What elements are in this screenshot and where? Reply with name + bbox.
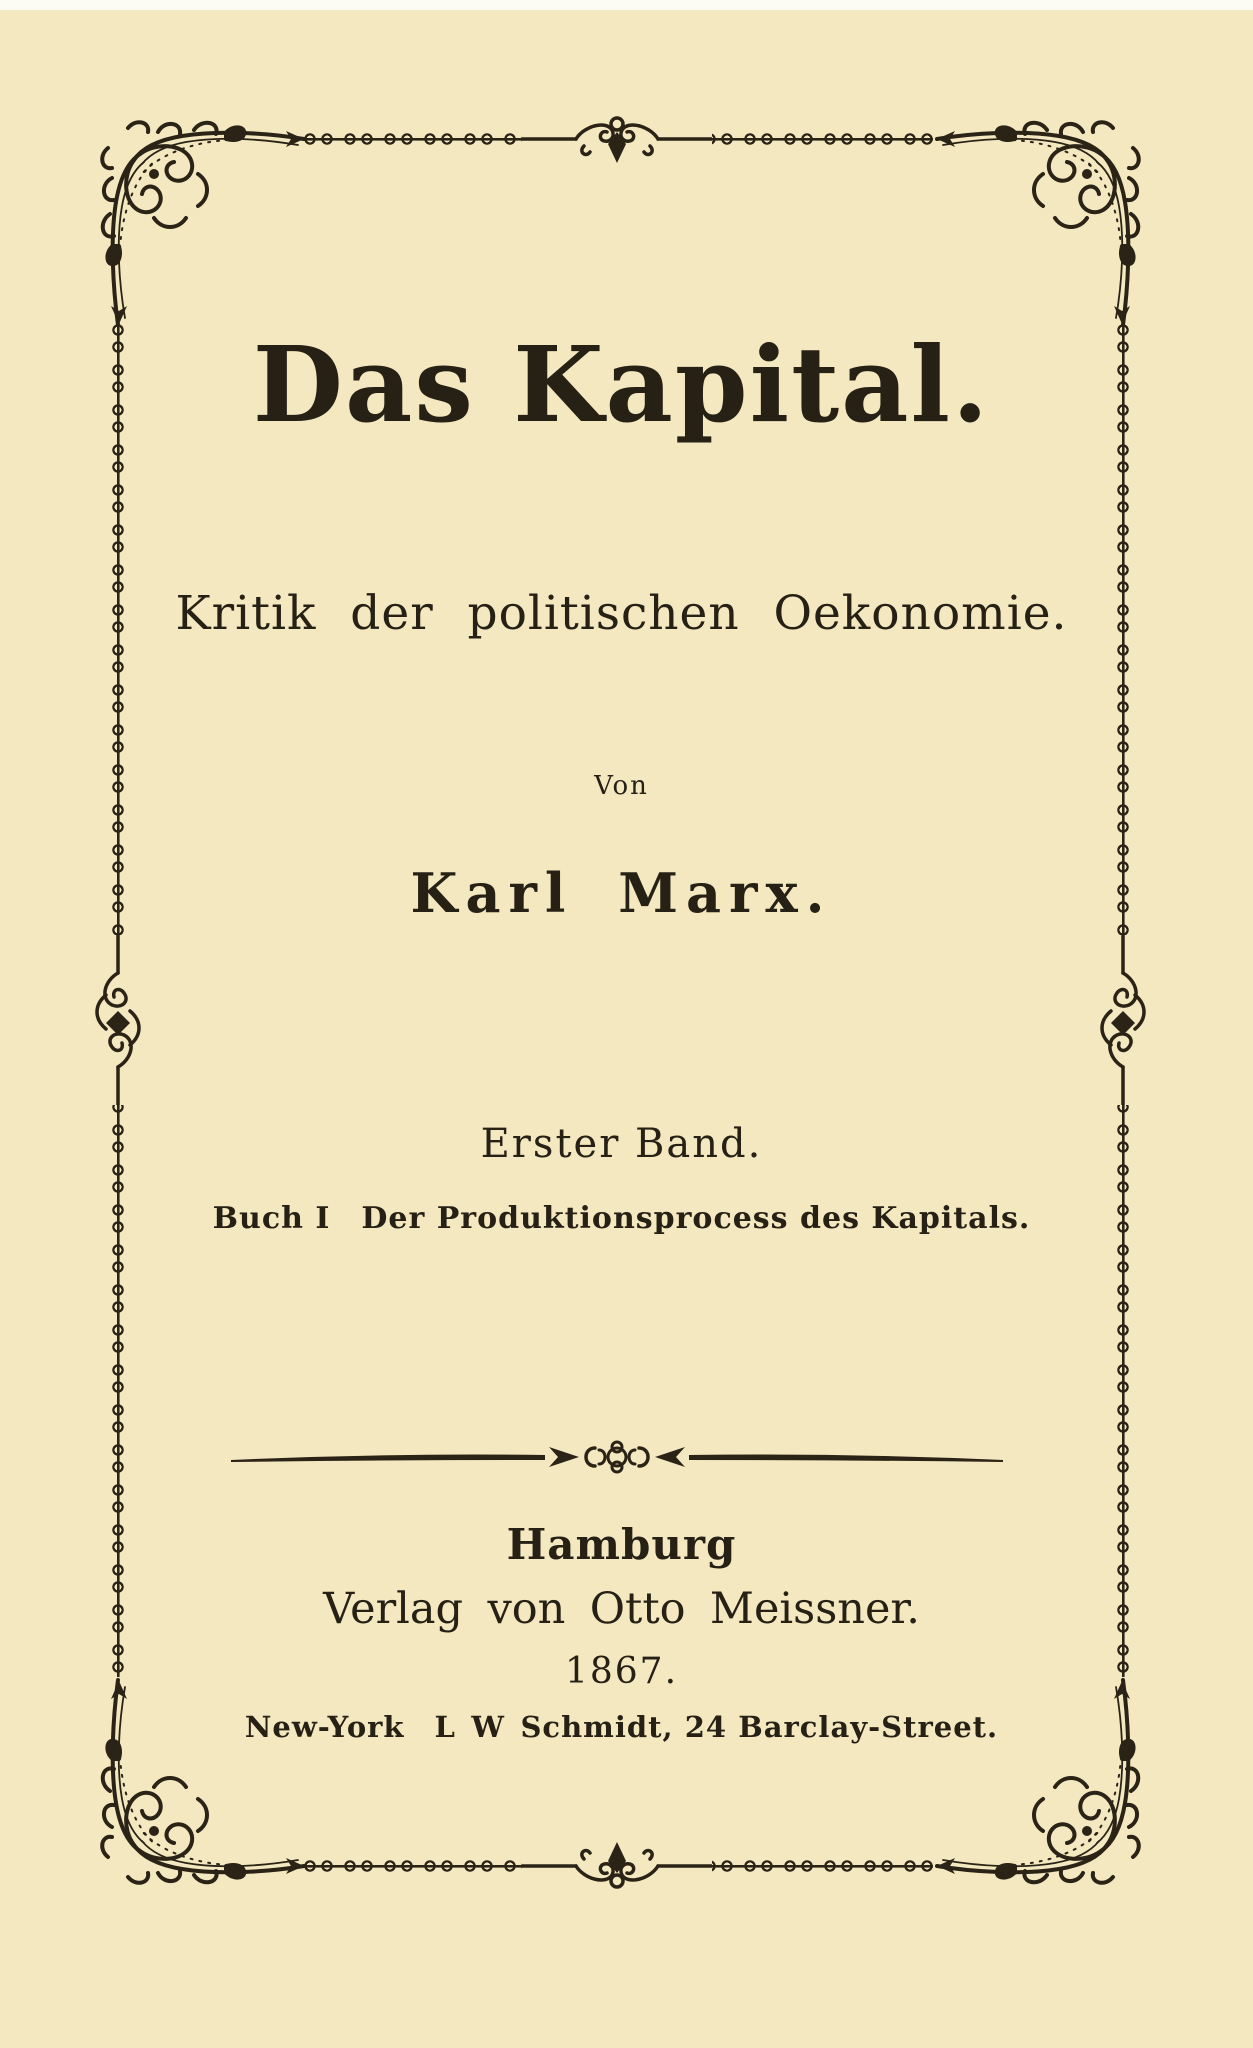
border-center-right-ornament — [1091, 935, 1155, 1105]
author-name: Karl Marx. — [410, 861, 833, 925]
byline-label: Von — [594, 771, 649, 801]
imprint-city: Hamburg — [506, 1520, 737, 1569]
book-title-page — [0, 10, 1253, 2048]
border-center-bottom-ornament — [522, 1839, 712, 1899]
border-center-left-ornament — [86, 935, 150, 1105]
volume-line: Erster Band. — [480, 1121, 763, 1167]
border-corner-top-left-ornament — [98, 118, 308, 328]
border-corner-bottom-left-ornament — [98, 1677, 308, 1887]
page-subtitle: Kritik der politischen Oekonomie. — [175, 586, 1068, 641]
border-center-top-ornament — [522, 106, 712, 166]
border-corner-bottom-right-ornament — [933, 1677, 1143, 1887]
book-line: Buch I Der Produktionsprocess des Kapitals. — [212, 1201, 1031, 1236]
imprint-year: 1867. — [564, 1651, 679, 1692]
imprint-distributor: New-York L W Schmidt, 24 Barclay-Street. — [244, 1710, 999, 1744]
imprint-publisher: Verlag von Otto Meissner. — [323, 1584, 920, 1634]
page-title: Das Kapital. — [252, 323, 991, 446]
border-corner-top-right-ornament — [933, 118, 1143, 328]
ornamental-divider — [227, 1438, 1007, 1478]
